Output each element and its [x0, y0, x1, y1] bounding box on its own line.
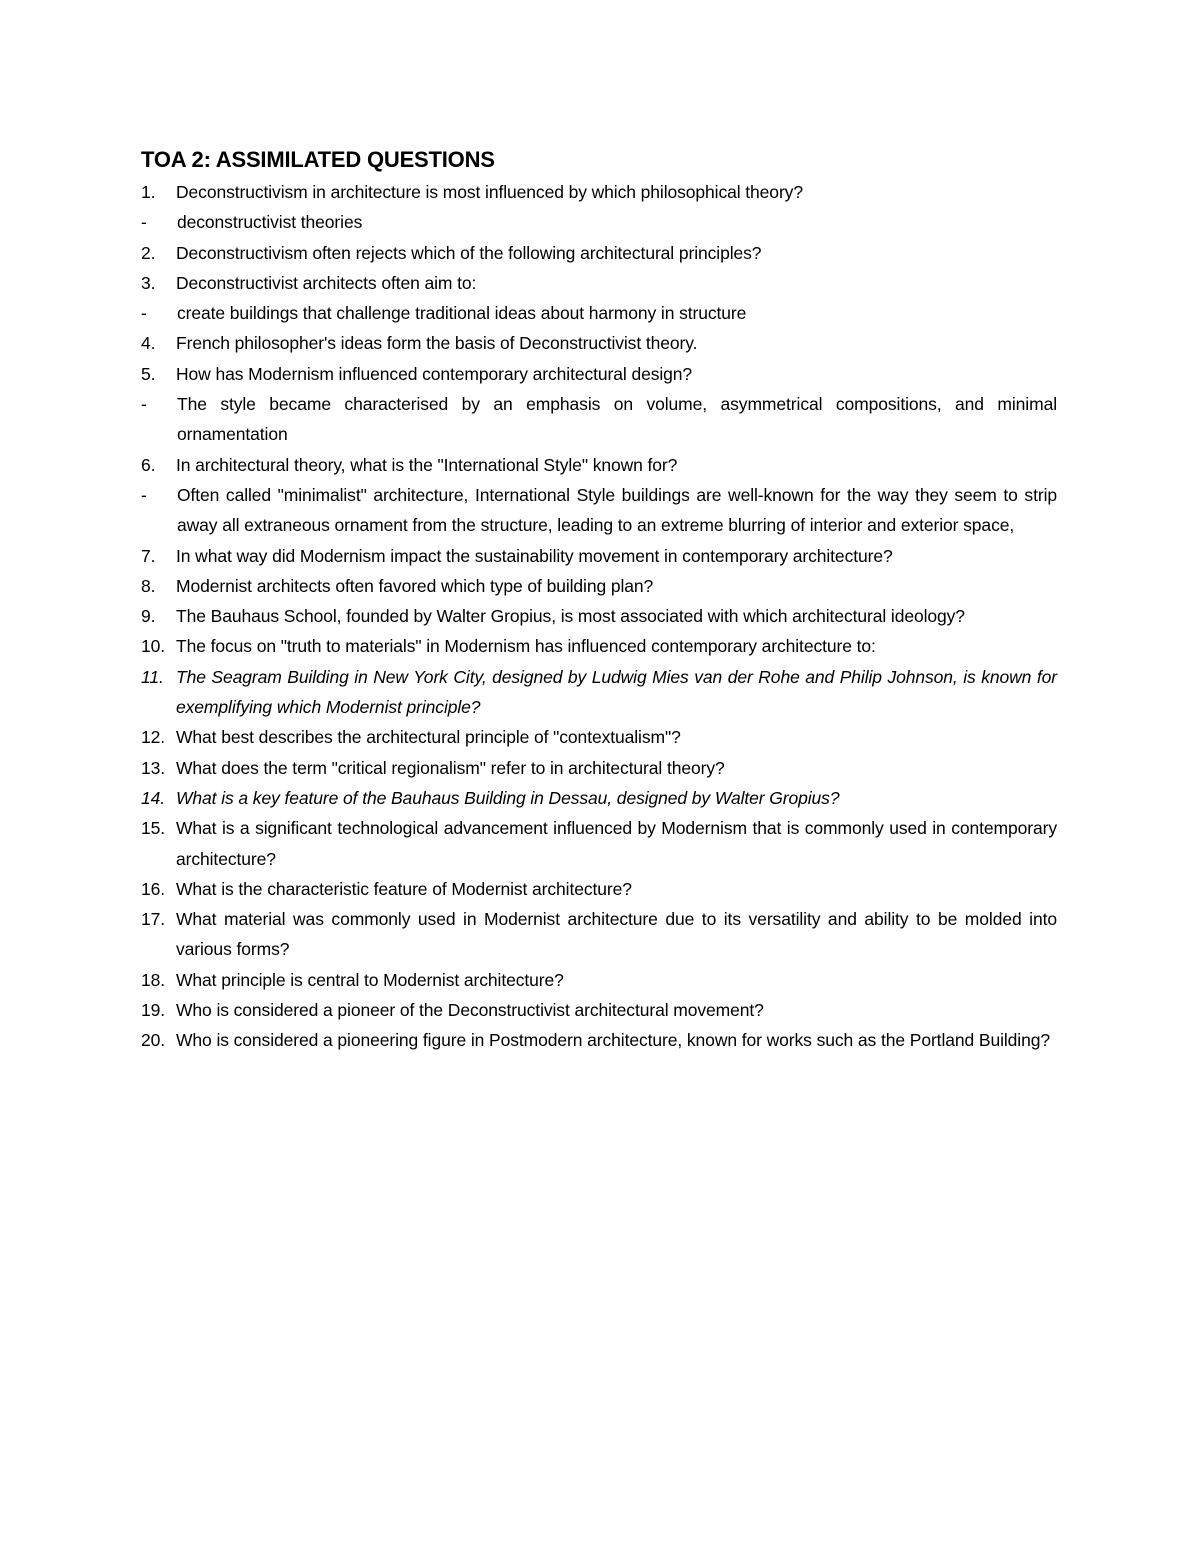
question-text: What material was commonly used in Modernist architecture due to its versatility and ability to be molded into various forms?: [176, 909, 1057, 960]
question-number: 9.: [141, 606, 156, 627]
answer-list: [141, 207, 1057, 237]
question-number: 8.: [141, 575, 156, 596]
question-text: How has Modernism influenced contemporary architectural design?: [176, 363, 693, 384]
answer-group: [141, 480, 1057, 541]
question-text: Who is considered a pioneering figure in Postmodern architecture, known for works such as the Portland Building?: [176, 1030, 1050, 1051]
question-item: [141, 601, 1057, 631]
question-number: 2.: [141, 242, 156, 263]
question-item: [141, 753, 1057, 783]
question-text: In architectural theory, what is the "International Style" known for?: [176, 454, 678, 475]
question-text: What is the characteristic feature of Modernist architecture?: [176, 878, 632, 899]
question-text: The focus on "truth to materials" in Modernism has influenced contemporary architecture to:: [176, 636, 876, 657]
question-text: Deconstructivism in architecture is most influenced by which philosophical theory?: [176, 182, 803, 202]
question-item: [141, 783, 1057, 813]
answer-group: [141, 389, 1057, 450]
question-number: 3.: [141, 272, 156, 293]
answer-text: deconstructivist theories: [177, 212, 363, 233]
question-number: 16.: [141, 878, 166, 899]
answer-list: [141, 298, 1057, 328]
question-item: [141, 238, 1057, 268]
question-item: [141, 662, 1057, 723]
question-number: 18.: [141, 969, 166, 990]
question-number: 5.: [141, 363, 156, 384]
question-text: The Seagram Building in New York City, designed by Ludwig Mies van der Rohe and Philip Johnson, is known for exemplifying which Modernist principle?: [176, 666, 1057, 718]
answer-text: The style became characterised by an emphasis on volume, asymmetrical compositions, and minimal ornamentation: [177, 394, 1057, 445]
question-list: [141, 177, 1057, 1056]
answer-text: Often called "minimalist" architecture, International Style buildings are well-known for the way they seem to strip away all extraneous ornament from the structure, leading to an extreme blurring of interior and exterior space,: [177, 484, 1057, 536]
answer-list: [141, 389, 1057, 450]
question-number: 4.: [141, 333, 156, 354]
answer-group: [141, 298, 1057, 328]
question-item: [141, 874, 1057, 904]
question-text: Who is considered a pioneer of the Deconstructivist architectural movement?: [176, 1000, 764, 1021]
question-number: 12.: [141, 727, 166, 748]
question-number: 19.: [141, 1000, 166, 1021]
answer-marker: -: [141, 394, 147, 415]
answer-group: [141, 207, 1057, 237]
question-text: Deconstructivist architects often aim to:: [176, 272, 477, 293]
answer-marker: -: [141, 303, 147, 324]
question-number: 13.: [141, 757, 166, 778]
answer-item: [141, 207, 1057, 237]
question-item: [141, 328, 1057, 358]
question-text: What best describes the architectural principle of "contextualism"?: [176, 727, 681, 748]
document-content: [141, 143, 1057, 1056]
question-text: French philosopher's ideas form the basis of Deconstructivist theory.: [176, 333, 698, 354]
question-item: [141, 813, 1057, 874]
question-item: [141, 450, 1057, 480]
answer-text: create buildings that challenge traditional ideas about harmony in structure: [177, 303, 747, 324]
question-text: What does the term "critical regionalism" refer to in architectural theory?: [176, 757, 725, 778]
document-title: TOA 2: ASSIMILATED QUESTIONS: [141, 147, 495, 172]
answer-item: [141, 298, 1057, 328]
answer-marker: -: [141, 484, 147, 505]
question-item: [141, 904, 1057, 965]
question-text: What is a significant technological advancement influenced by Modernism that is commonly used in contemporary architecture?: [176, 818, 1057, 869]
question-text: The Bauhaus School, founded by Walter Gropius, is most associated with which architectural ideology?: [176, 606, 965, 627]
question-text: Deconstructivism often rejects which of the following architectural principles?: [176, 242, 762, 263]
question-item: [141, 722, 1057, 752]
question-item: [141, 995, 1057, 1025]
question-text: In what way did Modernism impact the sustainability movement in contemporary architecture?: [176, 545, 893, 566]
question-number: 14.: [141, 787, 166, 808]
question-item: [141, 268, 1057, 298]
question-item: [141, 541, 1057, 571]
question-number: 11.: [141, 666, 164, 687]
question-number: 7.: [141, 545, 156, 566]
question-number: 20.: [141, 1030, 166, 1051]
question-text: What principle is central to Modernist architecture?: [176, 969, 564, 990]
question-number: 17.: [141, 909, 166, 930]
question-item: [141, 1025, 1057, 1055]
question-number: 10.: [141, 636, 166, 657]
answer-item: [141, 480, 1057, 541]
question-text: Modernist architects often favored which type of building plan?: [176, 575, 654, 596]
answer-list: [141, 480, 1057, 541]
question-item: [141, 177, 1057, 207]
question-number: 6.: [141, 454, 156, 475]
answer-marker: -: [141, 212, 147, 233]
question-item: [141, 965, 1057, 995]
question-item: [141, 631, 1057, 661]
answer-item: [141, 389, 1057, 450]
question-item: [141, 571, 1057, 601]
question-number: 15.: [141, 818, 166, 839]
question-item: [141, 359, 1057, 389]
question-number: 1.: [141, 182, 156, 202]
question-text: What is a key feature of the Bauhaus Building in Dessau, designed by Walter Gropius?: [176, 787, 840, 808]
